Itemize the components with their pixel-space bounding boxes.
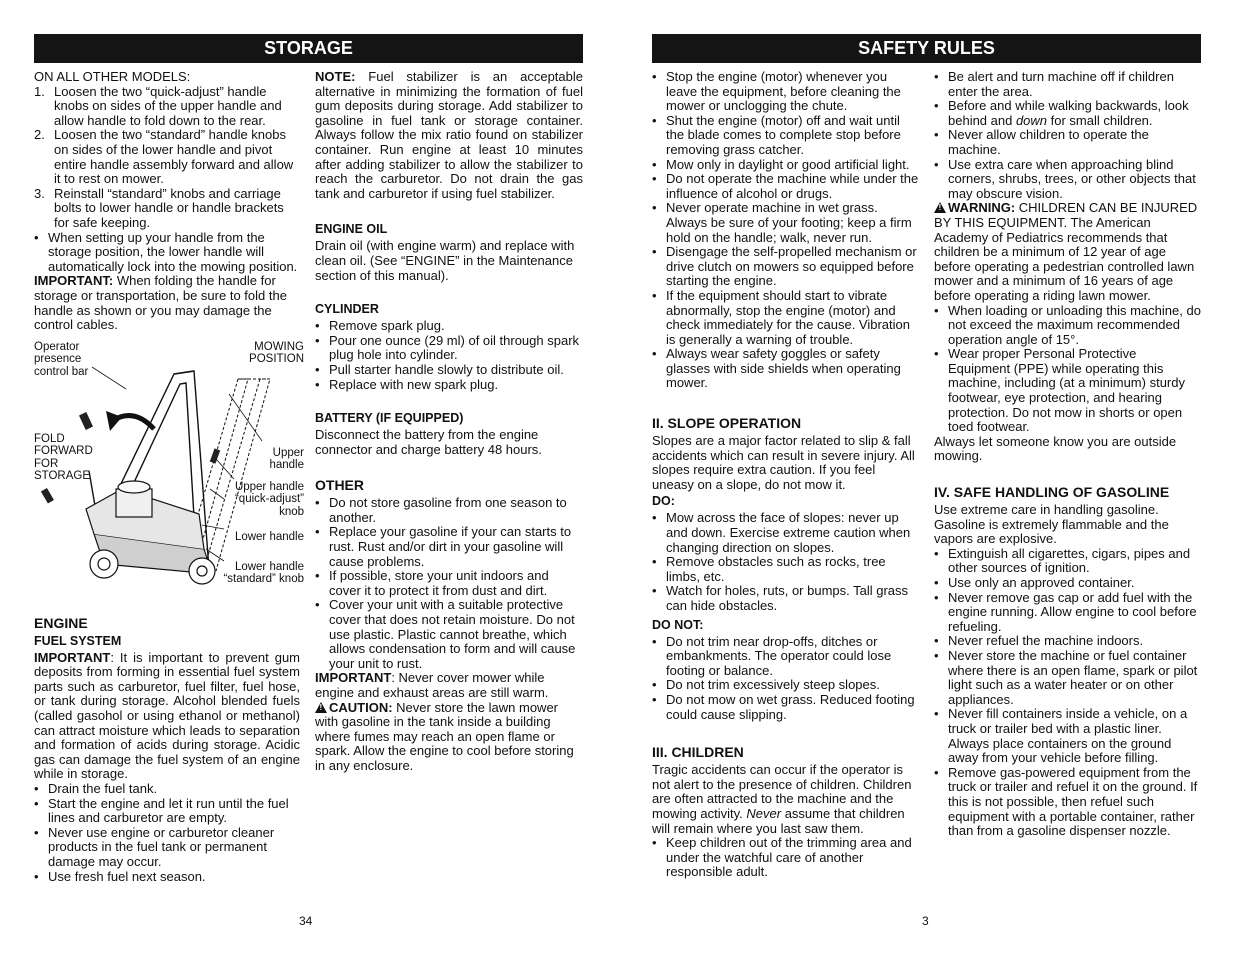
do-not-list <box>652 635 920 723</box>
storage-title: STORAGE <box>264 38 353 58</box>
gasoline-heading: IV. SAFE HANDLING OF GASOLINE <box>934 484 1170 501</box>
safety-bullet: • Stop the engine (motor) whenever you leave the equipment, before cleaning the mower or unclogging the chute. <box>652 69 901 114</box>
cylinder-bullet: • Pour one ounce (29 ml) of oil through spark plug hole into cylinder. <box>315 332 580 363</box>
cover-important-note: IMPORTANT: Never cover mower while engine and exhaust areas are still warm. <box>315 670 549 700</box>
handle-bullet-list <box>34 231 300 275</box>
other-models-intro: ON ALL OTHER MODELS: <box>34 69 191 84</box>
engine-heading: ENGINE <box>34 614 88 631</box>
safety-header-band <box>652 34 1201 63</box>
other-bullet: • If possible, store your unit indoors and cover it to protect it from dust and dirt. <box>315 568 549 598</box>
gasoline-text: Use extreme care in handling gasoline. Gasoline is extremely flammable and the vapors are explosive. <box>934 502 1169 547</box>
other-bullet: • Replace your gasoline if your can starts to rust. Rust and/or dirt in your gasoline will cause problems. <box>315 524 572 569</box>
other-heading: OTHER <box>315 477 364 494</box>
fuel-bullet-list <box>34 782 300 884</box>
safety-bullet: • Shut the engine (motor) off and wait until the blade comes to complete stop before removing grass catcher. <box>652 112 901 157</box>
safety-bullet: • Always wear safety goggles or safety glasses with side shields when operating mower. <box>652 346 901 391</box>
ppe-bullet: • Wear proper Personal Protective Equipment (PPE) while operating this machine, including (at a minimum) sturdy footwear, eye protection, and hearing protection. Do not mow in shorts or open toed footwear. <box>934 346 1185 435</box>
handle-bullet: • When setting up your handle from the storage position, the lower handle will automatically lock into the mowing position. <box>34 229 298 274</box>
safety-bullet: • Do not operate the machine while under the influence of alcohol or drugs. <box>652 171 919 201</box>
warning-triangle-icon <box>315 702 327 713</box>
handle-fold-diagram <box>34 339 304 609</box>
battery-heading: BATTERY (IF EQUIPPED) <box>315 411 464 426</box>
lower-knob-label: Lower handle “standard” knob <box>223 560 304 586</box>
gasoline-bullet: • Remove gas-powered equipment from the truck or trailer and refuel it on the ground. If this is not possible, then refuel such equipment with a portable container, rather than from a gasoline dispenser nozzle. <box>934 764 1198 839</box>
right-page-number: 3 <box>922 914 929 928</box>
children-safety-bullet: • Never allow children to operate the machine. <box>934 127 1149 157</box>
ppe-list <box>934 304 1202 435</box>
engine-oil-text: Drain oil (with engine warm) and replace with clean oil. (See “ENGINE” in the Maintenance section of this manual). <box>315 238 575 283</box>
storage-column-2 <box>315 70 583 774</box>
do-not-label: DO NOT: <box>652 617 704 632</box>
children-list <box>652 836 920 880</box>
children-bullet: • Keep children out of the trimming area and under the watchful care of another responsible adult. <box>652 835 912 880</box>
storage-column-1 <box>34 69 304 884</box>
upper-handle-label: Upper handle <box>269 446 304 472</box>
battery-text: Disconnect the battery from the engine connector and charge battery 48 hours. <box>315 427 542 457</box>
caution-note: !CAUTION: Never store the lawn mower with gasoline in the tank inside a building where fumes may reach an open flame or spark. Allow the engine to cool before storing in any enclosure. <box>315 701 583 774</box>
other-bullet-list <box>315 496 583 671</box>
gasoline-bullet: • Never refuel the machine indoors. <box>934 633 1144 649</box>
fold-steps-list <box>34 85 300 231</box>
children-text: Tragic accidents can occur if the operator is not alert to the presence of children. Children are often attracted to the machine and the mowing activity. Never assume that children will remain where you last saw them. <box>652 762 912 836</box>
fold-step: 1. Loosen the two “quick-adjust” handle knobs on sides of the upper handle and allow handle to fold down to the rear. <box>34 83 282 128</box>
do-label: DO: <box>652 494 675 509</box>
fold-step: 3. Reinstall “standard” knobs and carriage bolts to lower handle or handle brackets for safe keeping. <box>34 185 284 230</box>
fuel-important-note: IMPORTANT: It is important to prevent gum deposits from forming in essential fuel system parts such as carburetor, fuel filter, fuel hose, or tank during storage. Alcohol blended fuels (called gasohol or using ethanol or methanol) can attract moisture which leads to separation and formation of acids during storage. Acidic gas can damage the fuel system of an engine while in storage. <box>34 649 300 782</box>
fuel-system-heading: FUEL SYSTEM <box>34 633 122 648</box>
fuel-bullet: • Drain the fuel tank. <box>34 781 158 797</box>
children-heading: III. CHILDREN <box>652 744 744 761</box>
cylinder-heading: CYLINDER <box>315 302 379 317</box>
left-page-number: 34 <box>299 914 313 928</box>
lower-handle-label: Lower handle <box>234 530 304 543</box>
safety-bullet: • Mow only in daylight or good artificial light. <box>652 156 910 172</box>
safety-column-2 <box>934 70 1202 839</box>
children-safety-bullet: • Use extra care when approaching blind corners, shrubs, trees, or other objects that may obscure vision. <box>934 156 1196 201</box>
upper-knob-label: Upper handle “quick-adjust” knob <box>234 480 304 518</box>
fuel-bullet: • Use fresh fuel next season. <box>34 868 206 884</box>
cylinder-bullet-list <box>315 319 583 392</box>
do-bullet: • Watch for holes, ruts, or bumps. Tall grass can hide obstacles. <box>652 583 909 613</box>
children-safety-bullet: • Before and while walking backwards, look behind and down for small children. <box>934 98 1189 128</box>
cylinder-bullet: • Replace with new spark plug. <box>315 376 499 392</box>
other-bullet: • Cover your unit with a suitable protective cover that does not retain moisture. Do not use plastic. Plastic cannot breathe, which allows condensation to form and will cause your unit to rust. <box>315 597 576 671</box>
do-bullet: • Mow across the face of slopes: never up and down. Exercise extreme caution when changing direction on slopes. <box>652 510 911 555</box>
operator-bar-label: Operator presence control bar <box>34 340 89 378</box>
safety-bullet: • Never operate machine in wet grass. Always be sure of your footing; keep a firm hold on the handle; walk, never run. <box>652 200 912 245</box>
do-not-bullet: • Do not trim near drop-offs, ditches or embankments. The operator could lose footing or balance. <box>652 633 892 678</box>
gasoline-bullet: • Extinguish all cigarettes, cigars, pipes and other sources of ignition. <box>934 545 1191 576</box>
fold-step: 2. Loosen the two “standard” handle knobs on sides of the lower handle and pivot entire handle assembly forward and allow it to rest on mower. <box>34 127 294 187</box>
slope-heading: II. SLOPE OPERATION <box>652 415 802 432</box>
fuel-bullet: • Never use engine or carburetor cleaner products in the fuel tank or permanent damage may occur. <box>34 824 275 869</box>
warning-note: !WARNING: CHILDREN CAN BE INJURED BY THIS EQUIPMENT. The American Academy of Pediatrics recommends that children be a minimum of 12 year of age before operating a pedestrian controlled lawn mower and a minimum of 16 years of age before operating a riding lawn mower. <box>934 201 1202 303</box>
cylinder-bullet: • Remove spark plug. <box>315 318 445 334</box>
fuel-bullet: • Start the engine and let it run until the fuel lines and carburetor are empty. <box>34 795 289 826</box>
children-safety-list <box>934 70 1202 201</box>
engine-oil-heading: ENGINE OIL <box>315 222 388 237</box>
fold-forward-label: FOLD FORWARD FOR STORAGE <box>34 432 93 483</box>
gasoline-bullet: • Never fill containers inside a vehicle, on a truck or trailer bed with a plastic liner. Always place containers on the ground away from your vehicle before filling. <box>934 706 1188 766</box>
fuel-stabilizer-note: NOTE: Fuel stabilizer is an acceptable alternative in minimizing the formation of fuel gum deposits during storage. Add stabilizer to gasoline in fuel tank or storage container. Always follow the mix ratio found on stabilizer container. Run engine at least 10 minutes after adding stabilizer to allow the stabilizer to reach the carburetor. Do not drain the gas tank and carburetor if using fuel stabilizer. <box>315 69 583 201</box>
other-bullet: • Do not store gasoline from one season to another. <box>315 495 567 525</box>
slope-text: Slopes are a major factor related to slip & fall accidents which can result in severe injury. All slopes require extra caution. If you feel uneasy on a slope, do not mow it. <box>652 433 915 492</box>
general-safety-list <box>652 70 920 391</box>
do-not-bullet: • Do not trim excessively steep slopes. <box>652 677 880 693</box>
safety-title: SAFETY RULES <box>858 38 995 58</box>
do-not-bullet: • Do not mow on wet grass. Reduced footing could cause slipping. <box>652 691 915 722</box>
gasoline-list <box>934 547 1202 839</box>
gasoline-bullet: • Use only an approved container. <box>934 575 1135 590</box>
fold-important-note: IMPORTANT: When folding the handle for storage or transportation, be sure to fold the handle as shown or you may damage the control cables. <box>34 273 287 333</box>
mowing-position-label: MOWING POSITION <box>249 340 304 366</box>
ppe-bullet: • When loading or unloading this machine, do not exceed the maximum recommended operation angle of 15°. <box>934 302 1201 347</box>
always-tell-text: Always let someone know you are outside mowing. <box>934 433 1177 464</box>
do-list <box>652 511 920 613</box>
storage-header-band <box>34 34 583 63</box>
safety-bullet: • If the equipment should start to vibrate abnormally, stop the engine (motor) and check immediately for the cause. Vibration is generally a warning of trouble. <box>652 287 910 347</box>
safety-column-1 <box>652 70 920 880</box>
gasoline-bullet: • Never store the machine or fuel container where there is an open flame, spark or pilot light such as a water heater or on other appliances. <box>934 647 1198 707</box>
warning-triangle-icon <box>934 202 946 213</box>
cylinder-bullet: • Pull starter handle slowly to distribute oil. <box>315 361 564 377</box>
gasoline-bullet: • Never remove gas cap or add fuel with the engine running. Allow engine to cool before refueling. <box>934 589 1197 634</box>
safety-bullet: • Disengage the self-propelled mechanism or drive clutch on mowers so equipped before starting the engine. <box>652 244 917 289</box>
children-safety-bullet: • Be alert and turn machine off if children enter the area. <box>934 69 1174 99</box>
do-bullet: • Remove obstacles such as rocks, tree limbs, etc. <box>652 554 886 584</box>
